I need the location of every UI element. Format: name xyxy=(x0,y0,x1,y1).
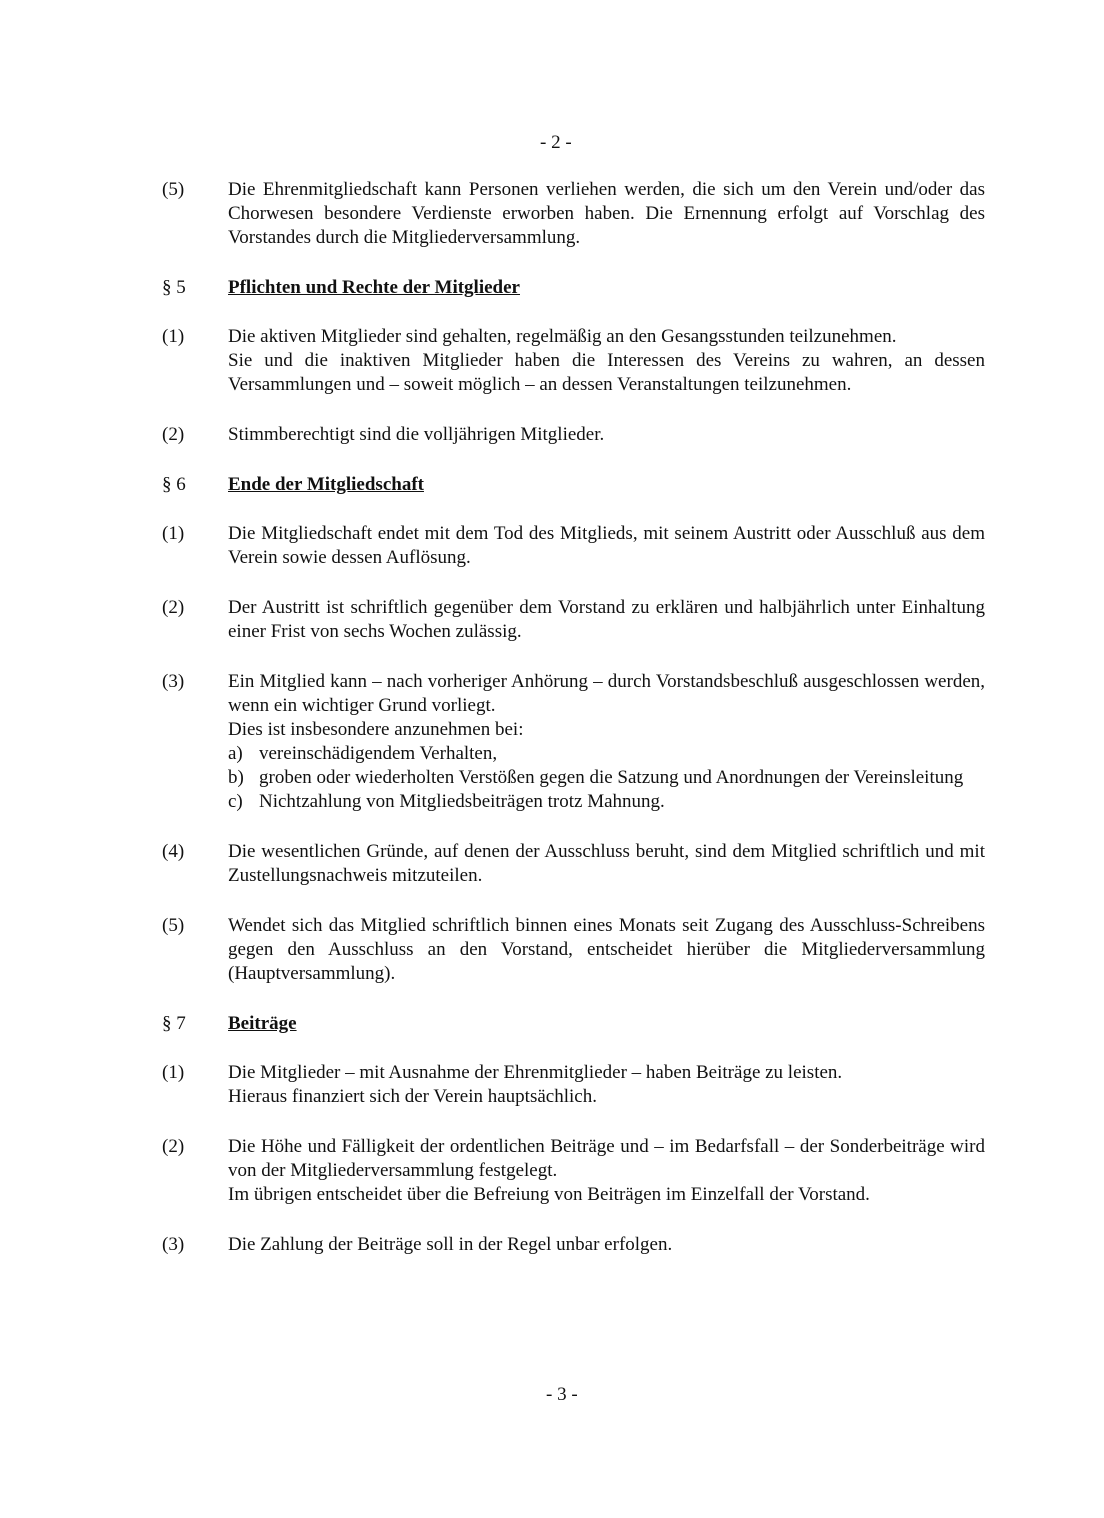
paragraph-line: Sie und die inaktiven Mitglieder haben die Interessen des Vereins zu wahren, an dessen Versammlungen und – soweit möglich – an dessen Veranstaltungen teilzunehmen. xyxy=(228,350,985,395)
paragraph-line: Der Austritt ist schriftlich gegenüber dem Vorstand zu erklären und halbjährlich unter Einhaltung einer Frist von sechs Wochen zulässig. xyxy=(228,597,985,642)
section-number: § 6 xyxy=(162,474,186,495)
section-number: § 5 xyxy=(162,277,186,298)
section-heading xyxy=(0,276,1104,300)
paragraph-item xyxy=(0,325,1104,397)
paragraph-item xyxy=(0,423,1104,447)
paragraph-number: (5) xyxy=(162,915,185,936)
list-item-text: groben oder wiederholten Verstößen gegen die Satzung und Anordnungen der Vereinsleitung xyxy=(259,767,964,788)
paragraph-text xyxy=(228,914,985,986)
paragraph-line: Im übrigen entscheidet über die Befreiung von Beiträgen im Einzelfall der Vorstand. xyxy=(228,1184,870,1205)
paragraph-item xyxy=(0,670,1104,814)
paragraph-item xyxy=(0,1135,1104,1207)
list-item xyxy=(228,766,985,790)
section-title-wrap xyxy=(228,473,985,497)
paragraph-text xyxy=(228,1233,985,1257)
paragraph-line: Dies ist insbesondere anzunehmen bei: xyxy=(228,719,524,740)
document-body xyxy=(0,178,1104,1283)
paragraph-text xyxy=(228,423,985,447)
paragraph-line: Die Ehrenmitgliedschaft kann Personen verliehen werden, die sich um den Verein und/oder das Chorwesen besondere Verdienste erworben haben. Die Ernennung erfolgt auf Vorschlag des Vorstandes durch die Mitgliederversammlung. xyxy=(228,179,985,248)
paragraph-line: Die Mitgliedschaft endet mit dem Tod des Mitglieds, mit seinem Austritt oder Ausschluß aus dem Verein sowie dessen Auflösung. xyxy=(228,523,985,568)
paragraph-item xyxy=(0,1233,1104,1257)
section-heading xyxy=(0,1012,1104,1036)
section-title-wrap xyxy=(228,276,985,300)
section-title: Beiträge xyxy=(228,1013,297,1034)
paragraph-number: (2) xyxy=(162,424,185,445)
paragraph-number: (1) xyxy=(162,1062,185,1083)
paragraph-line: Die Zahlung der Beiträge soll in der Regel unbar erfolgen. xyxy=(228,1234,673,1255)
paragraph-number: (4) xyxy=(162,841,185,862)
paragraph-item xyxy=(0,914,1104,986)
list-item-label: c) xyxy=(228,791,243,812)
paragraph-item xyxy=(0,522,1104,570)
list-item-text: vereinschädigendem Verhalten, xyxy=(259,743,498,764)
paragraph-text xyxy=(228,178,985,250)
section-heading xyxy=(0,473,1104,497)
paragraph-number: (3) xyxy=(162,1234,185,1255)
paragraph-text xyxy=(228,670,985,814)
paragraph-line: Die Mitglieder – mit Ausnahme der Ehrenmitglieder – haben Beiträge zu leisten. xyxy=(228,1062,843,1083)
paragraph-text xyxy=(228,1135,985,1207)
paragraph-number: (2) xyxy=(162,597,185,618)
paragraph-number: (5) xyxy=(162,179,185,200)
paragraph-line: Die aktiven Mitglieder sind gehalten, regelmäßig an den Gesangsstunden teilzunehmen. xyxy=(228,326,897,347)
paragraph-text xyxy=(228,325,985,397)
paragraph-number: (1) xyxy=(162,523,185,544)
section-title: Pflichten und Rechte der Mitglieder xyxy=(228,277,520,298)
next-page-marker: - 3 - xyxy=(546,1384,578,1405)
paragraph-text xyxy=(228,522,985,570)
paragraph-text xyxy=(228,596,985,644)
paragraph-line: Die Höhe und Fälligkeit der ordentlichen Beiträge und – im Bedarfsfall – der Sonderbeiträge wird von der Mitgliederversammlung festgelegt. xyxy=(228,1136,985,1181)
section-number: § 7 xyxy=(162,1013,186,1034)
paragraph-line: Die wesentlichen Gründe, auf denen der Ausschluss beruht, sind dem Mitglied schriftlich und mit Zustellungsnachweis mitzuteilen. xyxy=(228,841,985,886)
page-number: - 2 - xyxy=(540,132,572,153)
list-item-text: Nichtzahlung von Mitgliedsbeiträgen trotz Mahnung. xyxy=(259,791,665,812)
enumerated-list xyxy=(228,742,985,814)
list-item-label: a) xyxy=(228,743,243,764)
paragraph-number: (1) xyxy=(162,326,185,347)
paragraph-number: (3) xyxy=(162,671,185,692)
paragraph-item xyxy=(0,178,1104,250)
paragraph-text xyxy=(228,1061,985,1109)
paragraph-item xyxy=(0,1061,1104,1109)
paragraph-item xyxy=(0,840,1104,888)
paragraph-line: Ein Mitglied kann – nach vorheriger Anhörung – durch Vorstandsbeschluß ausgeschlossen werden, wenn ein wichtiger Grund vorliegt. xyxy=(228,671,985,716)
list-item xyxy=(228,790,985,814)
list-item xyxy=(228,742,985,766)
paragraph-text xyxy=(228,840,985,888)
paragraph-number: (2) xyxy=(162,1136,185,1157)
paragraph-line: Hieraus finanziert sich der Verein hauptsächlich. xyxy=(228,1086,597,1107)
list-item-label: b) xyxy=(228,767,244,788)
paragraph-line: Wendet sich das Mitglied schriftlich binnen eines Monats seit Zugang des Ausschluss-Schreibens gegen den Ausschluss an den Vorstand, entscheidet hierüber die Mitgliederversammlung (Hauptversammlung). xyxy=(228,915,985,984)
paragraph-line: Stimmberechtigt sind die volljährigen Mitglieder. xyxy=(228,424,605,445)
section-title-wrap xyxy=(228,1012,985,1036)
section-title: Ende der Mitgliedschaft xyxy=(228,474,424,495)
paragraph-item xyxy=(0,596,1104,644)
